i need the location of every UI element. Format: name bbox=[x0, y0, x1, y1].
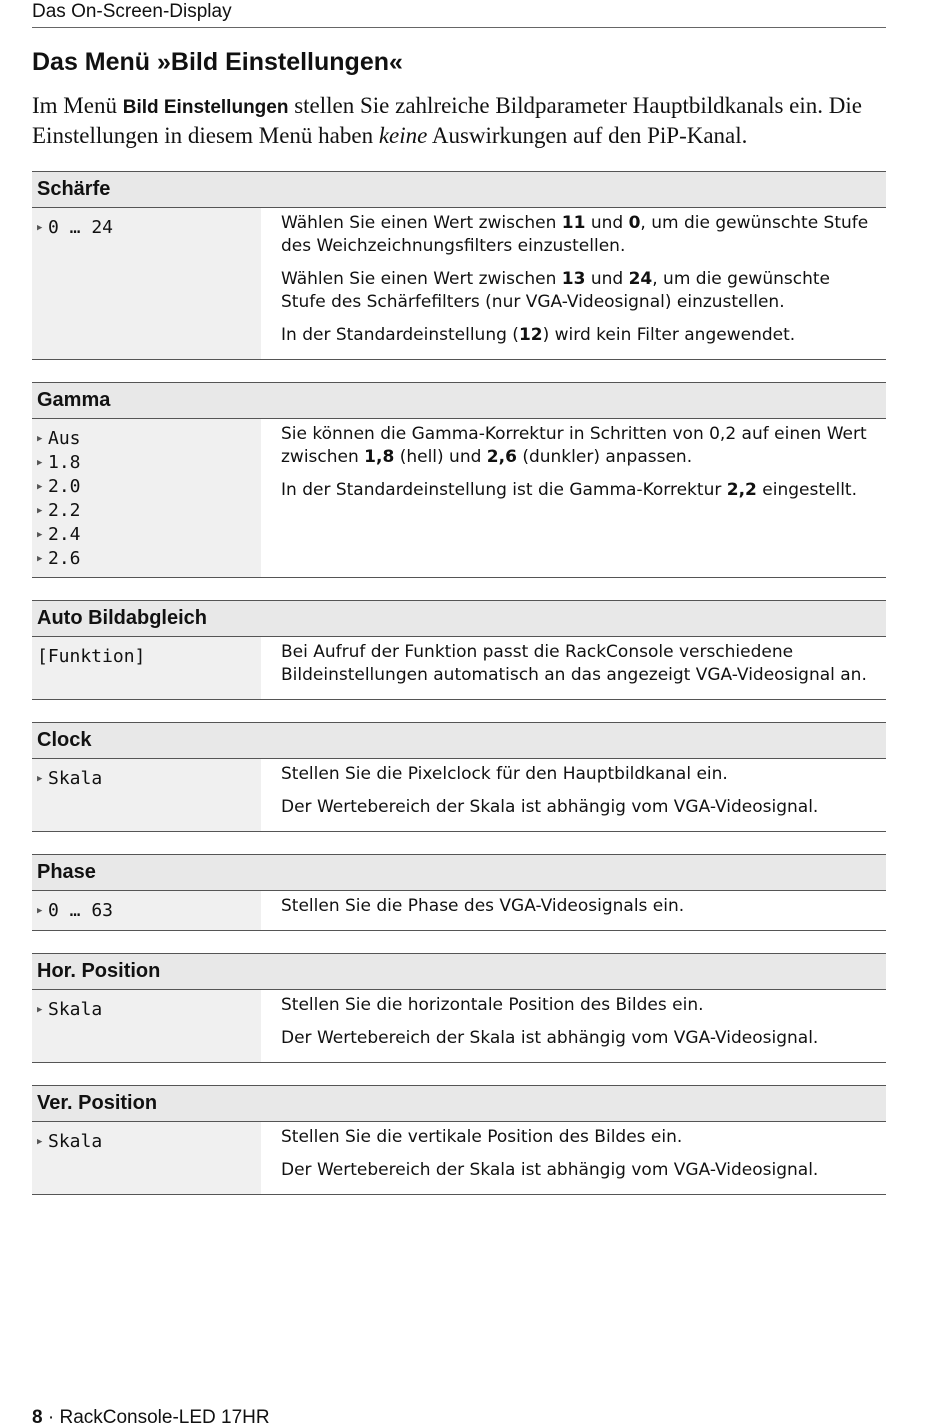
value-highlight: 0 bbox=[628, 213, 641, 233]
page-number: 8 bbox=[32, 1407, 43, 1428]
description-text: Wählen Sie einen Wert zwischen bbox=[281, 269, 562, 289]
option-label: 0 … 24 bbox=[48, 217, 114, 238]
description-text: Der Wertebereich der Skala ist abhängig vom VGA-Videosignal. bbox=[281, 1160, 819, 1180]
intro-start: Im Menü bbox=[32, 93, 123, 118]
setting-body bbox=[32, 637, 886, 700]
triangle-bullet-icon: ▶ bbox=[37, 482, 43, 492]
triangle-bullet-icon: ▶ bbox=[37, 434, 43, 444]
setting-title: Hor. Position bbox=[32, 953, 886, 990]
product-name: RackConsole-LED 17HR bbox=[59, 1407, 270, 1428]
value-highlight: 2,2 bbox=[726, 480, 757, 500]
description-text: eingestellt. bbox=[756, 480, 857, 500]
description-text: In der Standardeinstellung ist die Gamma-Korrektur bbox=[281, 480, 727, 500]
setting-body bbox=[32, 759, 886, 832]
setting-description bbox=[261, 419, 886, 577]
setting-description bbox=[261, 891, 886, 930]
value-highlight: 1,8 bbox=[364, 447, 395, 467]
setting-body bbox=[32, 419, 886, 578]
description-text: Der Wertebereich der Skala ist abhängig vom VGA-Videosignal. bbox=[281, 1028, 819, 1048]
footer-separator: · bbox=[42, 1407, 60, 1428]
setting-body bbox=[32, 1122, 886, 1195]
option-label: 2.4 bbox=[48, 524, 81, 545]
description-paragraph bbox=[281, 1126, 876, 1149]
setting-section bbox=[32, 600, 886, 700]
option-item bbox=[37, 216, 261, 240]
triangle-bullet-icon: ▶ bbox=[37, 774, 43, 784]
setting-section bbox=[32, 382, 886, 578]
value-highlight: 2,6 bbox=[486, 447, 517, 467]
setting-body bbox=[32, 891, 886, 931]
description-paragraph bbox=[281, 212, 876, 258]
setting-section bbox=[32, 722, 886, 832]
setting-title: Gamma bbox=[32, 382, 886, 419]
description-paragraph bbox=[281, 324, 876, 347]
description-text: Stellen Sie die Pixelclock für den Hauptbildkanal ein. bbox=[281, 764, 728, 784]
triangle-bullet-icon: ▶ bbox=[37, 1137, 43, 1147]
option-label: 2.2 bbox=[48, 500, 81, 521]
description-paragraph bbox=[281, 994, 876, 1017]
option-item bbox=[37, 475, 261, 499]
triangle-bullet-icon: ▶ bbox=[37, 458, 43, 468]
option-item bbox=[37, 998, 261, 1022]
description-text: Wählen Sie einen Wert zwischen bbox=[281, 213, 562, 233]
setting-description bbox=[261, 759, 886, 831]
setting-description bbox=[261, 208, 886, 359]
setting-options bbox=[32, 208, 261, 359]
value-highlight: 11 bbox=[561, 213, 586, 233]
setting-description bbox=[261, 990, 886, 1062]
running-head: Das On-Screen-Display bbox=[32, 0, 886, 28]
option-item bbox=[37, 427, 261, 451]
intro-paragraph bbox=[32, 92, 912, 150]
triangle-bullet-icon: ▶ bbox=[37, 530, 43, 540]
description-text: , um die gewünschte Stufe des Schärfefilters (nur VGA-Videosignal) einzustellen. bbox=[281, 269, 830, 312]
setting-section bbox=[32, 171, 886, 360]
settings-table bbox=[32, 171, 886, 1217]
description-paragraph bbox=[281, 423, 876, 469]
option-item bbox=[37, 523, 261, 547]
description-text: , um die gewünschte Stufe des Weichzeichnungsfilters einzustellen. bbox=[281, 213, 869, 256]
description-text: Stellen Sie die vertikale Position des Bildes ein. bbox=[281, 1127, 683, 1147]
description-text: und bbox=[585, 213, 629, 233]
description-text: Stellen Sie die horizontale Position des Bildes ein. bbox=[281, 995, 704, 1015]
option-label: 2.0 bbox=[48, 476, 81, 497]
setting-title: Clock bbox=[32, 722, 886, 759]
setting-options bbox=[32, 891, 261, 930]
description-paragraph bbox=[281, 763, 876, 786]
description-text: ) wird kein Filter angewendet. bbox=[542, 325, 796, 345]
setting-section bbox=[32, 953, 886, 1063]
setting-options bbox=[32, 1122, 261, 1194]
description-text: Sie können die Gamma-Korrektur in Schritten von 0,2 auf einen Wert zwischen bbox=[281, 424, 867, 467]
setting-options bbox=[32, 990, 261, 1062]
triangle-bullet-icon: ▶ bbox=[37, 506, 43, 516]
setting-options bbox=[32, 759, 261, 831]
setting-options bbox=[32, 637, 261, 699]
page-title: Das Menü »Bild Einstellungen« bbox=[32, 48, 403, 76]
intro-end: Auswirkungen auf den PiP-Kanal. bbox=[427, 123, 748, 148]
option-item bbox=[37, 547, 261, 571]
triangle-bullet-icon: ▶ bbox=[37, 1005, 43, 1015]
option-item bbox=[37, 899, 261, 923]
setting-section bbox=[32, 1085, 886, 1195]
description-paragraph bbox=[281, 796, 876, 819]
option-label: Skala bbox=[48, 768, 103, 789]
option-item bbox=[37, 767, 261, 791]
description-paragraph bbox=[281, 1159, 876, 1182]
intro-mid: stellen Sie zahlreiche Bildparameter Hauptbildkanals ein. Die Einstellungen in diesem Menü haben bbox=[32, 93, 862, 148]
description-text: Bei Aufruf der Funktion passt die RackConsole verschiedene Bildeinstellungen automatisch an das angezeigt VGA-Videosignal an. bbox=[281, 642, 867, 685]
setting-options bbox=[32, 419, 261, 577]
description-text: (hell) und bbox=[394, 447, 487, 467]
triangle-bullet-icon: ▶ bbox=[37, 554, 43, 564]
setting-title: Ver. Position bbox=[32, 1085, 886, 1122]
setting-section bbox=[32, 854, 886, 931]
setting-description bbox=[261, 637, 886, 699]
description-text: Stellen Sie die Phase des VGA-Videosignals ein. bbox=[281, 896, 685, 916]
value-highlight: 13 bbox=[561, 269, 586, 289]
function-label: [Funktion] bbox=[37, 646, 146, 667]
description-text: In der Standardeinstellung ( bbox=[281, 325, 519, 345]
description-paragraph bbox=[281, 268, 876, 314]
page-footer bbox=[32, 1408, 270, 1428]
setting-title: Phase bbox=[32, 854, 886, 891]
option-label: 1.8 bbox=[48, 452, 81, 473]
description-text: (dunkler) anpassen. bbox=[516, 447, 693, 467]
intro-emphasis: keine bbox=[378, 123, 428, 148]
setting-body bbox=[32, 208, 886, 360]
setting-body bbox=[32, 990, 886, 1063]
option-label: 0 … 63 bbox=[48, 900, 114, 921]
description-paragraph bbox=[281, 1027, 876, 1050]
option-label: 2.6 bbox=[48, 548, 81, 569]
option-item bbox=[37, 499, 261, 523]
triangle-bullet-icon: ▶ bbox=[37, 906, 43, 916]
description-text: Der Wertebereich der Skala ist abhängig vom VGA-Videosignal. bbox=[281, 797, 819, 817]
setting-description bbox=[261, 1122, 886, 1194]
option-item bbox=[37, 1130, 261, 1154]
option-label: Skala bbox=[48, 999, 103, 1020]
option-item bbox=[37, 451, 261, 475]
value-highlight: 24 bbox=[628, 269, 653, 289]
description-paragraph bbox=[281, 479, 876, 502]
value-highlight: 12 bbox=[518, 325, 543, 345]
description-text: und bbox=[585, 269, 629, 289]
description-paragraph bbox=[281, 641, 876, 687]
option-label: Aus bbox=[48, 428, 81, 449]
description-paragraph bbox=[281, 895, 876, 918]
option-label: Skala bbox=[48, 1131, 103, 1152]
intro-menu-name: Bild Einstellungen bbox=[122, 97, 289, 118]
triangle-bullet-icon: ▶ bbox=[37, 223, 43, 233]
setting-title: Schärfe bbox=[32, 171, 886, 208]
setting-title: Auto Bildabgleich bbox=[32, 600, 886, 637]
